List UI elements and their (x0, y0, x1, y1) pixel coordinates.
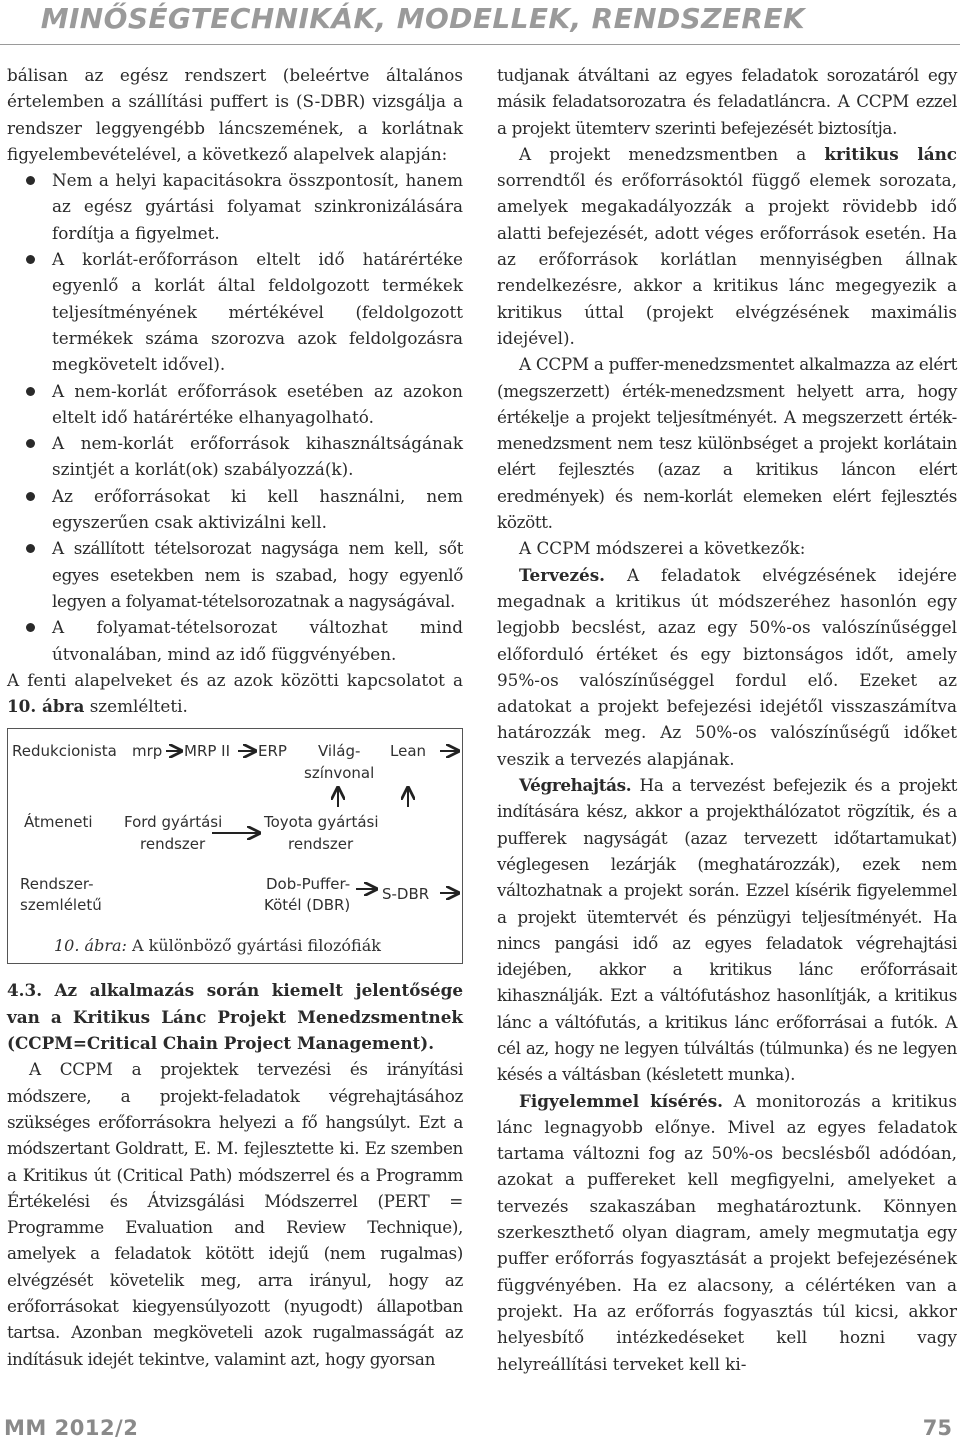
bullet-icon (26, 255, 35, 264)
execution-term: Végrehajtás. (519, 775, 632, 796)
node-dbr-1: Dob-Puffer- (266, 875, 351, 894)
planning-text: A feladatok elvégzésének idejére megadnak a kritikus út módszeréhez hasonlón egy legjobb becslést, azaz egy 50%-os valószínűséggel előforduló értéket és egy biztonságos időt, amely 95%-os valószínűséggel fordul elő. Ezeket az adatokat a projekt befejezési idejétől visszaszámítva határozzák meg. Az 50%-os valószínűségű időket veszik a tervezés alapjának. (497, 564, 957, 769)
figure-reference-end: szemlélteti. (84, 696, 188, 717)
list-item-text: A nem-korlát erőforrások esetében az azokon eltelt idő határértéke elhanyagolható. (52, 380, 463, 427)
figure-caption-text: A különböző gyártási filozófiák (126, 936, 381, 956)
node-lean: Lean (390, 742, 427, 761)
list-item (7, 614, 463, 667)
list-item (7, 535, 463, 614)
issue-label: MM 2012/2 (4, 1416, 139, 1440)
row-label-transitional: Átmeneti (24, 813, 93, 832)
node-mrp: mrp (132, 742, 163, 761)
right-column (497, 62, 957, 1377)
figure-caption-number: 10. ábra: (54, 936, 127, 956)
node-erp: ERP (258, 742, 287, 761)
list-item (7, 430, 463, 483)
figure-reference-paragraph (7, 667, 463, 720)
list-item (7, 246, 463, 377)
bullet-icon (26, 544, 35, 553)
critical-chain-term: kritikus lánc (824, 143, 958, 164)
node-s-dbr: S-DBR (382, 885, 430, 904)
list-item (7, 483, 463, 536)
figure-arrows (8, 729, 464, 965)
node-mrp-ii: MRP II (184, 742, 231, 761)
paragraph-2-start: A projekt menedzsmentben a (519, 143, 825, 164)
list-item-text: A nem-korlát erőforrások kihasználtságának szintjét a korlát(ok) szabályozzá(k). (52, 433, 463, 480)
list-item-text: Az erőforrásokat ki kell használni, nem egyszerűen csak aktivizálni kell. (52, 485, 463, 533)
bullet-icon (26, 176, 35, 185)
bullet-icon (26, 492, 35, 501)
list-item (7, 378, 463, 431)
monitoring-term: Figyelemmel kísérés. (519, 1090, 724, 1111)
paragraph-2-rest: sorrendtől és erőforrásoktól függő elemek sorozata, amelyek megakadályozzák a projekt rövidebb idő alatti befejezését, adott véges erőforrások esetén. Ha az erőforrások korlátlan mennyiségben állnak rendelkezésre, akkor a kritikus lánc megegyezik a kritikus úttal (projekt elvégzésének maximális idejével). (497, 170, 957, 348)
figure-reference-text: A fenti alapelveket és az azok közötti kapcsolatot a (7, 669, 463, 690)
paragraph-monitoring (497, 1088, 957, 1377)
monitoring-text: A monitorozás a kritikus lánc legnagyobb előnye. Mivel az egyes feladatok tartama változni fog az 50%-os becslésből adódóan, azokat a puffereket kell megfigyelni, amelyeket a tervezés szakaszában meghatároztunk. Könnyen szerkeszthető olyan diagram, amely megmutatja egy puffer erőforrás fogyasztását a projekt befejezésének függvényében. Ha ez alacsony, a célértéken van a projekt. Ha az erőforrás fogyasztás túl kicsi, akkor helyesbítő intézkedéseket kell hozni vagy helyreállítási terveket kell ki- (497, 1090, 958, 1374)
paragraph-execution (497, 772, 957, 1088)
ccpm-paragraph: A CCPM a projektek tervezési és irányítási módszere, a projekt-feladatok végrehajtásához szükséges erőforrásokra helyezi a fő hangsúlyt. Ezt a módszertant Goldratt, E. M. fejlesztette ki. Ez szemben a Kritikus út (Critical Path) módszerrel és a Programm Értékelési és Átvizsgálási Módszerrel (PERT = Programme Evaluation and Review Technique), amelyek a feladatok kötött idejű (nem rugalmas) elvégzését követelik meg, arra irányul, hogy az erőforrásokat kiegyensúlyozott (nyugodt) állapotban tartsa. Azonban megköveteli azok rugalmasságát az indításuk idejét tekintve, valamint azt, hogy gyorsan (7, 1059, 463, 1369)
execution-text: Ha a tervezést befejezik és a projekt indítására kész, akkor a projekthálózatot rögzítik, és a pufferek nagyságát (azaz tervezett időtartamukat) véglegesen lezárják (meghatározzák), ezek nem változhatnak a projekt során. Ezzel kísérik figyelemmel a projekt ütemtervét és pénzügyi teljesítményét. Ha nincs pangási idő az egyes feladatok végrehajtási idejében, akkor a kritikus lánc erőforrásait kihasználják. Ezt a váltófutáshoz hasonlítják, a kritikus lánc a váltófutás, a kritikus lánc erőforrásai a futók. A cél az, hogy ne legyen túlváltás (túlmunka) és ne legyen késés a váltásban (késletett munka). (497, 775, 957, 1085)
figure-reference-bold: 10. ábra (7, 696, 85, 717)
intro-paragraph: bálisan az egész rendszert (beleértve általános értelemben a szállítási puffert is (S-DBR) vizsgálja a rendszer leggyengébb láncszemének, a korlátnak figyelembevételével, a következő alapelvek alapján: (7, 65, 463, 164)
left-column (7, 62, 463, 1372)
list-item-text: A szállított tételsorozat nagysága nem kell, sőt egyes esetekben nem is szabad, hogy egyenlő legyen a folyamat-tételsorozatnak a nagyságával. (52, 538, 463, 611)
row-label-systemic-1: Rendszer- (20, 875, 94, 894)
page-number: 75 (922, 1416, 952, 1440)
row-label-reductionist: Redukcionista (12, 742, 117, 761)
planning-term: Tervezés. (519, 564, 606, 585)
node-world-class-1: Világ- (318, 742, 361, 761)
node-dbr-2: Kötél (DBR) (264, 896, 351, 915)
paragraph-3: A CCPM a puffer-menedzsmentet alkalmazza az elért (megszerzett) érték-menedzsment helyett arra, hogy értékelje a projekt teljesítményét. A megszerzett érték-menedzsment nem tesz különbséget a projekt korlátain elért fejlesztés (azaz a kritikus láncon elért eredmények) és nem-korlát elemeken elért fejlesztés között. (497, 354, 957, 533)
production-philosophies-figure (7, 728, 463, 964)
list-item (7, 167, 463, 246)
bullet-icon (26, 623, 35, 632)
list-item-text: Nem a helyi kapacitásokra összpontosít, hanem az egész gyártási folyamat szinkronizálására fordítja a figyelmet. (52, 170, 463, 243)
node-toyota-2: rendszer (288, 835, 354, 854)
list-item-text: A korlát-erőforráson eltelt idő határértéke egyenlő a korlát által feldolgozott termékek teljesítményének mértékével (feldolgozott termékek száma szorozva azok feldolgozásra megkövetelt idővel). (52, 249, 463, 375)
figure-caption (54, 933, 381, 959)
journal-header-title: MINŐSÉGTECHNIKÁK, MODELLEK, RENDSZEREK (40, 2, 805, 35)
paragraph-1: tudjanak átváltani az egyes feladatok sorozatáról egy másik feladatsorozatra és feladatláncra. A CCPM ezzel a projekt ütemterv szerinti befejezését biztosítja. (497, 65, 957, 138)
paragraph-planning (497, 562, 957, 772)
principles-list (7, 167, 463, 667)
paragraph-4: A CCPM módszerei a következők: (519, 538, 806, 559)
row-label-systemic-2: szemléletű (20, 896, 102, 915)
node-ford-1: Ford gyártási (124, 813, 223, 832)
section-heading: 4.3. Az alkalmazás során kiemelt jelentősége van a Kritikus Lánc Projekt Menedzsmentnek (CCPM=Critical Chain Project Management). (7, 980, 463, 1054)
list-item-text: A folyamat-tételsorozat változhat mind útvonalában, mind az idő függvényében. (52, 617, 463, 664)
node-toyota-1: Toyota gyártási (264, 813, 379, 832)
paragraph-2 (497, 141, 957, 351)
node-ford-2: rendszer (140, 835, 206, 854)
node-world-class-2: színvonal (304, 764, 375, 783)
bullet-icon (26, 439, 35, 448)
header-rule (0, 44, 960, 45)
bullet-icon (26, 387, 35, 396)
